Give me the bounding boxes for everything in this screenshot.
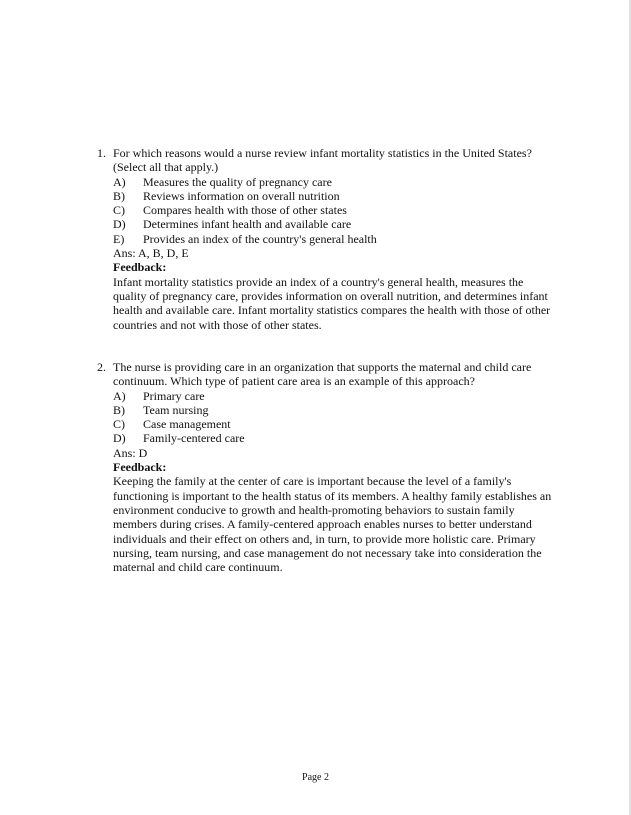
option-text: Family-centered care [143, 431, 245, 446]
page-number-footer: Page 2 [302, 772, 329, 783]
option-text: Case management [143, 417, 231, 432]
option-text: Compares health with those of other states [143, 203, 347, 218]
option-letter: C) [113, 203, 125, 218]
question-stem: For which reasons would a nurse review infant mortality statistics in the United States? (Select all that apply.) [113, 146, 532, 175]
option-letter: A) [113, 388, 126, 403]
question-number: 2. [97, 360, 106, 374]
question-number: 1. [97, 146, 106, 160]
option-text: Team nursing [143, 402, 209, 417]
answer: Ans: A, B, D, E [113, 246, 189, 261]
option-text: Primary care [143, 388, 205, 403]
option-d [113, 217, 557, 231]
option-letter: D) [113, 431, 126, 446]
option-letter: B) [113, 402, 125, 417]
option-b [113, 403, 557, 417]
feedback-label: Feedback: [113, 260, 167, 275]
option-letter: A) [113, 174, 126, 189]
option-letter: C) [113, 417, 125, 432]
option-c [113, 417, 557, 431]
option-e [113, 232, 557, 246]
answer: Ans: D [113, 445, 148, 460]
option-text: Reviews information on overall nutrition [143, 188, 340, 203]
option-text: Determines infant health and available care [143, 217, 352, 232]
question-stem: The nurse is providing care in an organization that supports the maternal and child care continuum. Which type of patient care area is an example of this approach? [113, 360, 532, 389]
option-b [113, 189, 557, 203]
option-a [113, 389, 557, 403]
option-d [113, 431, 557, 445]
feedback-text: Keeping the family at the center of care is important because the level of a family's functioning is important to the health status of its members. A healthy family establishes an environment conducive to growth and health-promoting behaviors to sustain family members during crises. A family-centered approach enables nurses to better understand individuals and their effect on others and, in turn, to provide more holistic care. Primary nursing, team nursing, and case management do not necessary take into consideration the maternal and child care continuum. [113, 474, 552, 575]
feedback-text: Infant mortality statistics provide an index of a country's general health, measures the quality of pregnancy care, provides information on overall nutrition, and determines infant health and available care. Infant mortality statistics compares the health with those of other countries and not with those of other states. [113, 274, 551, 332]
option-a [113, 175, 557, 189]
question-1 [97, 146, 557, 332]
option-letter: B) [113, 188, 125, 203]
option-text: Measures the quality of pregnancy care [143, 174, 332, 189]
question-2 [97, 360, 557, 574]
feedback-label: Feedback: [113, 460, 167, 475]
option-letter: D) [113, 217, 126, 232]
option-text: Provides an index of the country's general health [143, 231, 377, 246]
option-letter: E) [113, 231, 125, 246]
option-c [113, 203, 557, 217]
